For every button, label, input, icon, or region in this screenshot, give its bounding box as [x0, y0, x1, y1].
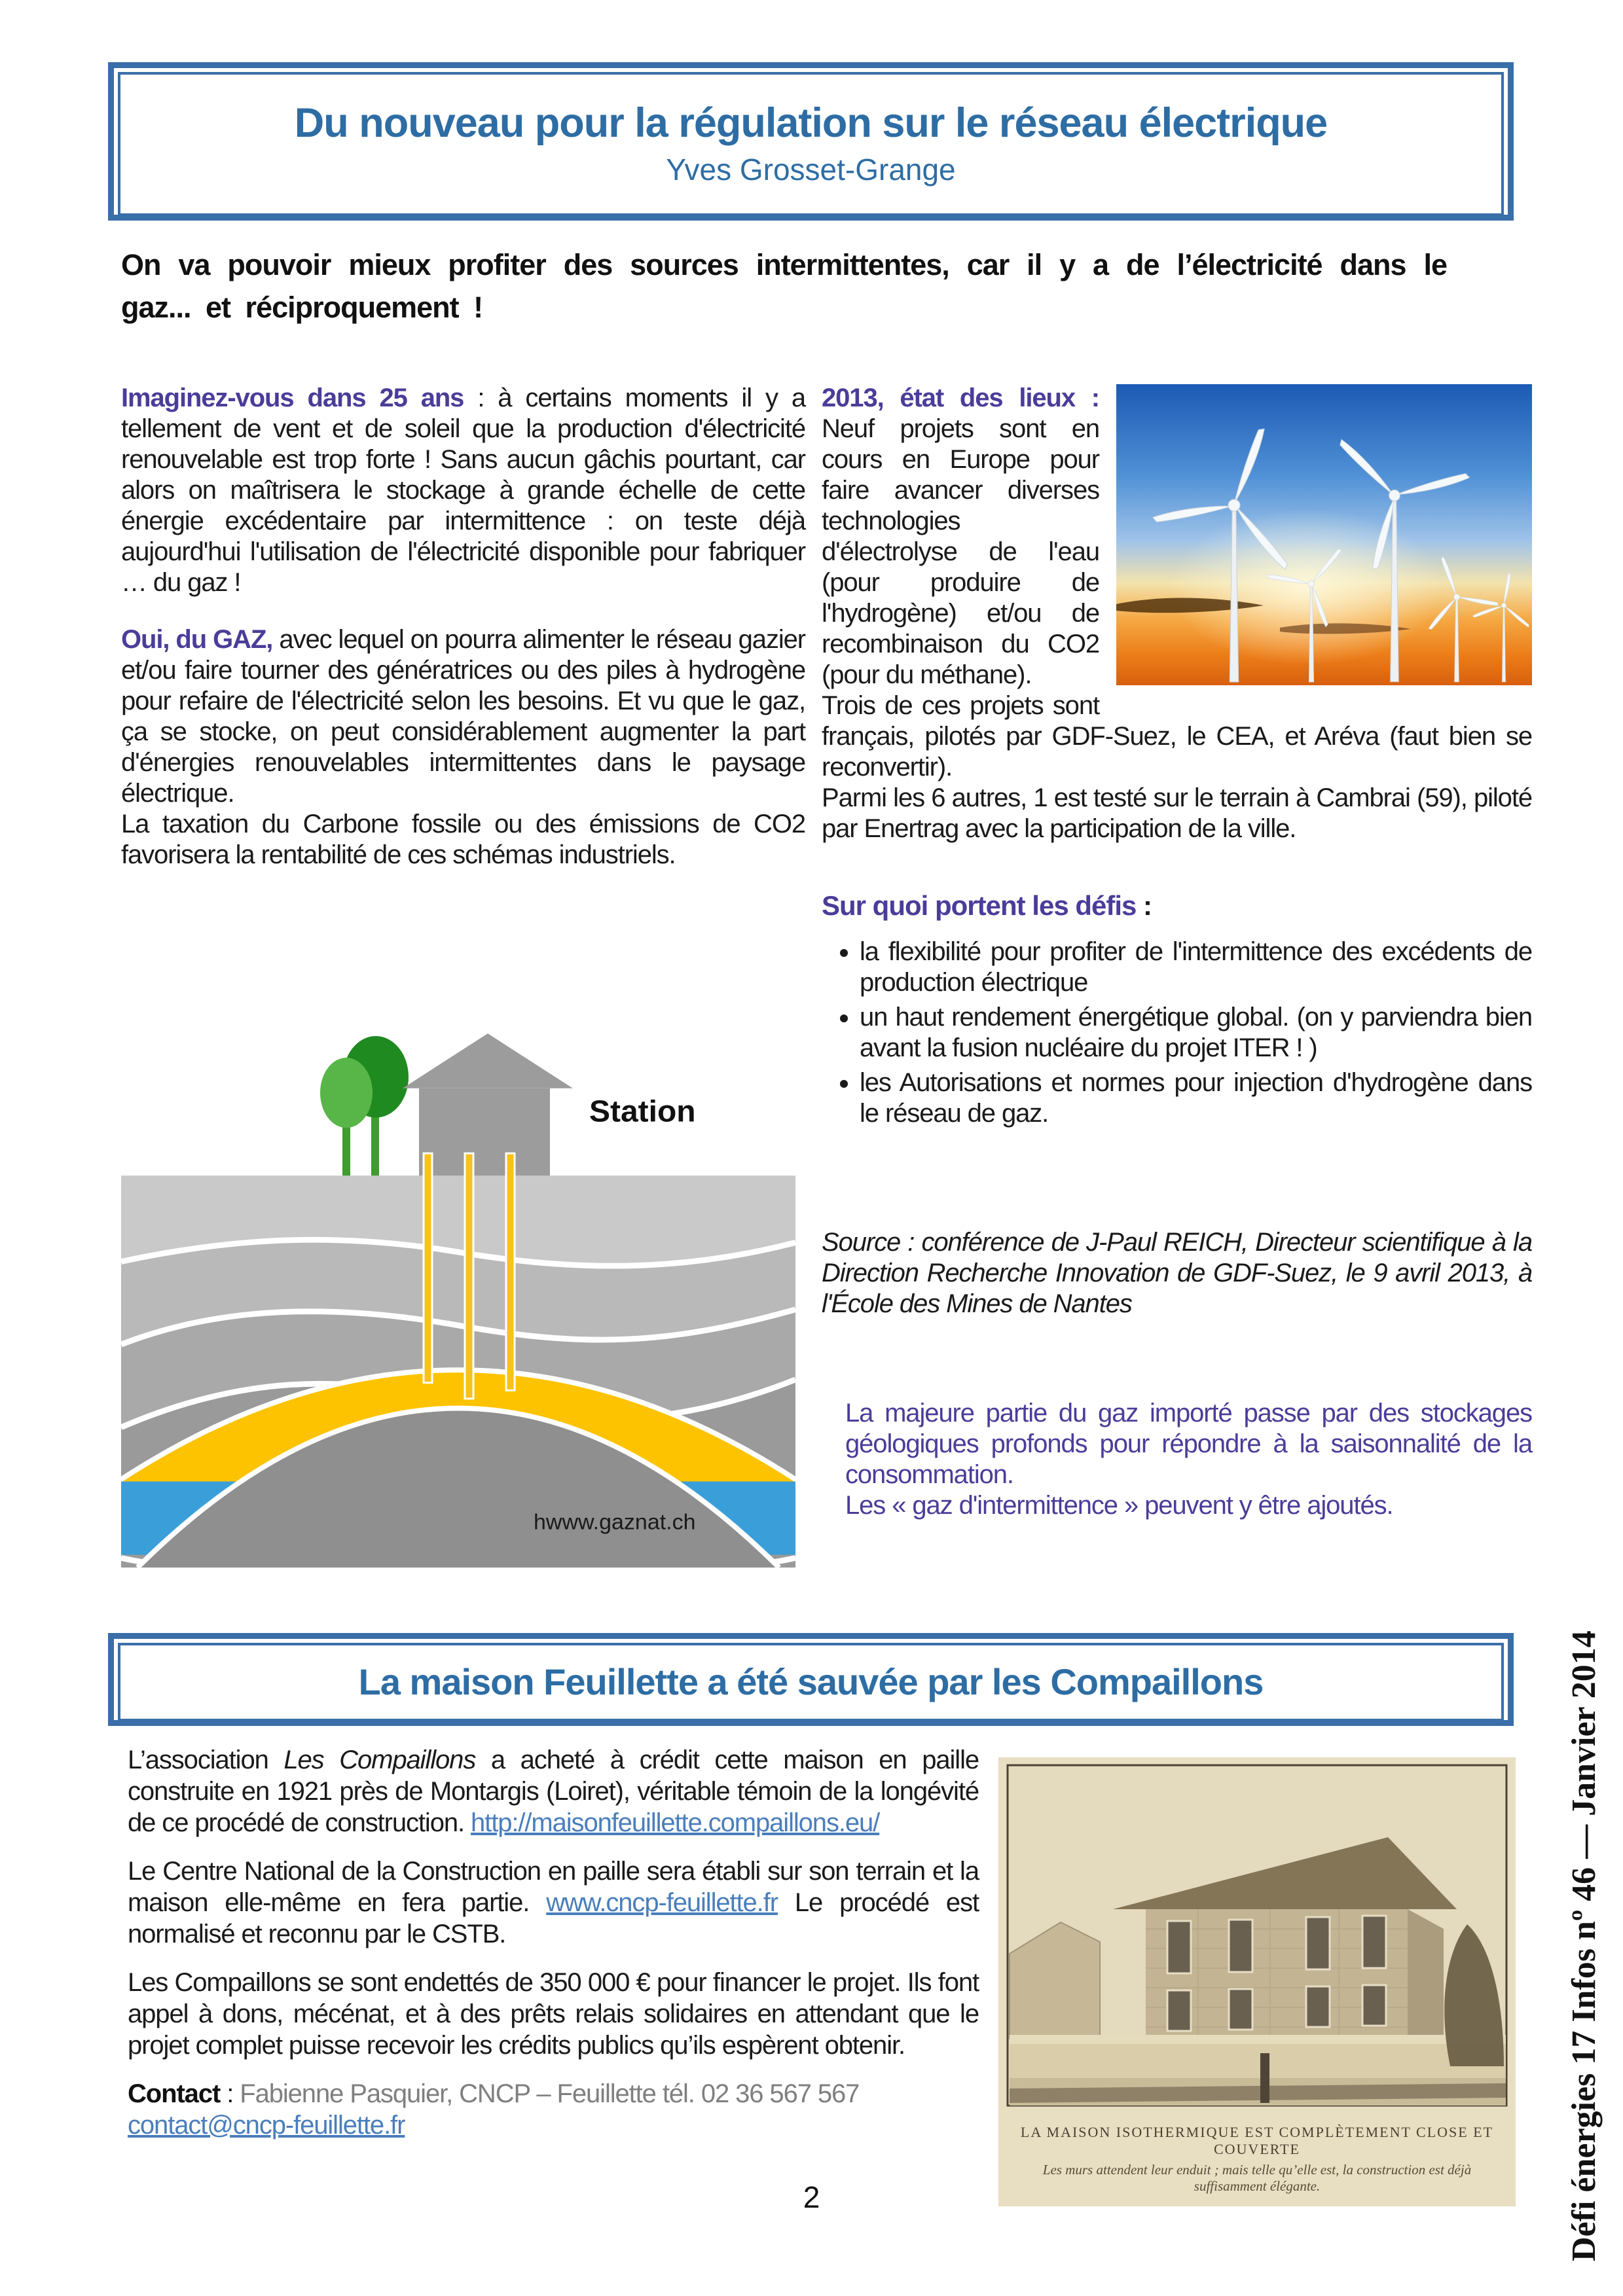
maison-feuillette-photo-card [998, 1757, 1516, 2206]
second-article-banner-inner [118, 1643, 1504, 1721]
contact-separator: : [220, 2079, 240, 2108]
contact-email-line [128, 2109, 979, 2141]
photo-caption-line1: LA MAISON ISOTHERMIQUE EST COMPLÈTEMENT CLOSE ET COUVERTE [1020, 2124, 1494, 2157]
contact-email-link[interactable]: contact@cncp-feuillette.fr [128, 2111, 405, 2140]
defis-item: • un haut rendement énergétique global. (on y parviendra bien avant la fusion nucléaire du projet ITER ! ) [860, 1002, 1532, 1064]
title-banner-inner [118, 72, 1504, 216]
second-article-title: La maison Feuillette a été sauvée par les Compaillons [358, 1661, 1264, 1703]
paragraph-trois-projets: Trois de ces projets sont français, pilotés par GDF-Suez, le CEA, et Aréva (faut bien se reconvertir). [822, 691, 1532, 781]
lead-gaz: Oui, du GAZ, [121, 625, 273, 654]
intro-paragraph: On va pouvoir mieux profiter des sources intermittentes, car il y a de l’électricité dans le gaz... et réciproquement ! [121, 248, 1447, 325]
feuillette-article [128, 1744, 979, 2141]
cncp-post: Le procédé est normalisé et reconnu par le CSTB. [128, 1888, 979, 1948]
photo-caption-line2: Les murs attendent leur enduit ; mais telle qu’elle est, la construction est déjà suffisamment élégante. [1042, 2162, 1472, 2194]
paragraph-gaz-text: avec lequel on pourra alimenter le réseau gazier et/ou faire tourner des génératrices ou des piles à hydrogène pour refaire de l'électricité selon les besoins. Et vu que le gaz, ça se stocke, on peut considérablement augmenter la part d'énergies renouvelables intermittentes dans le paysage électrique. [121, 625, 805, 808]
maisonfeuillette-link[interactable]: http://maisonfeuillette.compaillons.eu/ [471, 1808, 880, 1837]
association-pre: L’association [128, 1746, 284, 1774]
paragraph-imaginez [121, 383, 805, 598]
maison-feuillette-photo [998, 1757, 1516, 2114]
cncp-feuillette-link[interactable]: www.cncp-feuillette.fr [546, 1888, 778, 1917]
defis-heading-colon: : [1136, 890, 1152, 921]
street-pole [1260, 2053, 1269, 2103]
paragraph-endettes: Les Compaillons se sont endettés de 350 000 € pour financer le projet. Ils font appel à dons, mécénat, et à des prêts relais solidaires en attendant que le projet complet puisse recevoir les crédits publics qu’ils espèrent obtenir. [128, 1968, 979, 2060]
newsletter-issue-sidebar: Défi énergies 17 Infos nº 46 — Janvier 2014 [1565, 1630, 1603, 2261]
page-number: 2 [803, 2180, 820, 2214]
source-note: Source : conférence de J-Paul REICH, Directeur scientifique à la Direction Recherche Innovation de GDF-Suez, le 9 avril 2013, à l'École des Mines de Nantes [822, 1228, 1532, 1318]
paragraph-gaz [121, 624, 805, 809]
paragraph-parmi-les-six: Parmi les 6 autres, 1 est testé sur le terrain à Cambrai (59), piloté par Enertrag avec la participation de la ville. [822, 783, 1532, 843]
diagram-credit: hwww.gaznat.ch [534, 1510, 696, 1535]
storage-note-line1: La majeure partie du gaz importé passe par des stockages géologiques profonds pour répondre à la saisonnalité de la consommation. [845, 1399, 1532, 1489]
page-title: Du nouveau pour la régulation sur le réseau électrique [294, 100, 1328, 147]
defis-item: • les Autorisations et normes pour injection d'hydrogène dans le réseau de gaz. [860, 1067, 1532, 1129]
lead-imaginez: Imaginez-vous dans 25 ans [121, 384, 464, 412]
author-name: Yves Grosset-Grange [666, 152, 956, 187]
defis-list [822, 937, 1532, 1129]
contact-details: Fabienne Pasquier, CNCP – Feuillette tél. 02 36 567 567 [240, 2079, 860, 2108]
gas-storage-diagram [121, 962, 795, 1568]
defis-heading [822, 890, 1532, 921]
paragraph-etat-text: Neuf projets sont en cours en Europe pour faire avancer diverses technologies d'électrolyse de l'eau (pour produire de l'hydrogène) et/ou de recombinaison du CO2 (pour du méthane). [822, 414, 1099, 689]
wind-turbines-photo [1116, 384, 1532, 685]
paragraph-cncp [128, 1856, 979, 1950]
paragraph-association [128, 1744, 979, 1839]
defis-heading-text: Sur quoi portent les défis [822, 890, 1137, 921]
lead-etat-des-lieux: 2013, état des lieux : [822, 384, 1099, 412]
station-label: Station [589, 1094, 696, 1129]
association-name: Les Compaillons [283, 1746, 476, 1774]
sun-glow [1169, 509, 1444, 666]
association-mid: a acheté à crédit cette maison en paille construite en 1921 près de Montargis (Loiret), véritable témoin de la longévité de ce procédé de construction. [128, 1746, 979, 1837]
wall-coping [1010, 2035, 1506, 2044]
left-column [121, 383, 805, 870]
contact-line [128, 2078, 979, 2109]
second-article-banner [108, 1633, 1514, 1726]
storage-note-line2: Les « gaz d'intermittence » peuvent y être ajoutés. [845, 1491, 1393, 1520]
garden-wall [1010, 2044, 1506, 2078]
title-banner [108, 62, 1514, 221]
storage-note [822, 1398, 1532, 1521]
right-column [822, 383, 1532, 1521]
paragraph-taxation: La taxation du Carbone fossile ou des émissions de CO2 favorisera la rentabilité de ces schémas industriels. [121, 810, 805, 869]
cncp-pre: Le Centre National de la Construction en paille sera établi sur son terrain et la maison elle-même en fera partie. [128, 1857, 979, 1917]
house-gable [1408, 1909, 1444, 2042]
defis-item: • la flexibilité pour profiter de l'intermittence des excédents de production électrique [860, 937, 1532, 998]
contact-label: Contact [128, 2079, 221, 2108]
paragraph-imaginez-text: : à certains moments il y a tellement de vent et de soleil que la production d'électricité renouvelable est trop forte ! Sans aucun gâchis pourtant, car alors on maîtrisera le stockage à grande échelle de cette énergie excédentaire par intermittence : on teste déjà aujourd'hui l'utilisation de l'électricité disponible pour fabriquer … du gaz ! [121, 384, 805, 597]
